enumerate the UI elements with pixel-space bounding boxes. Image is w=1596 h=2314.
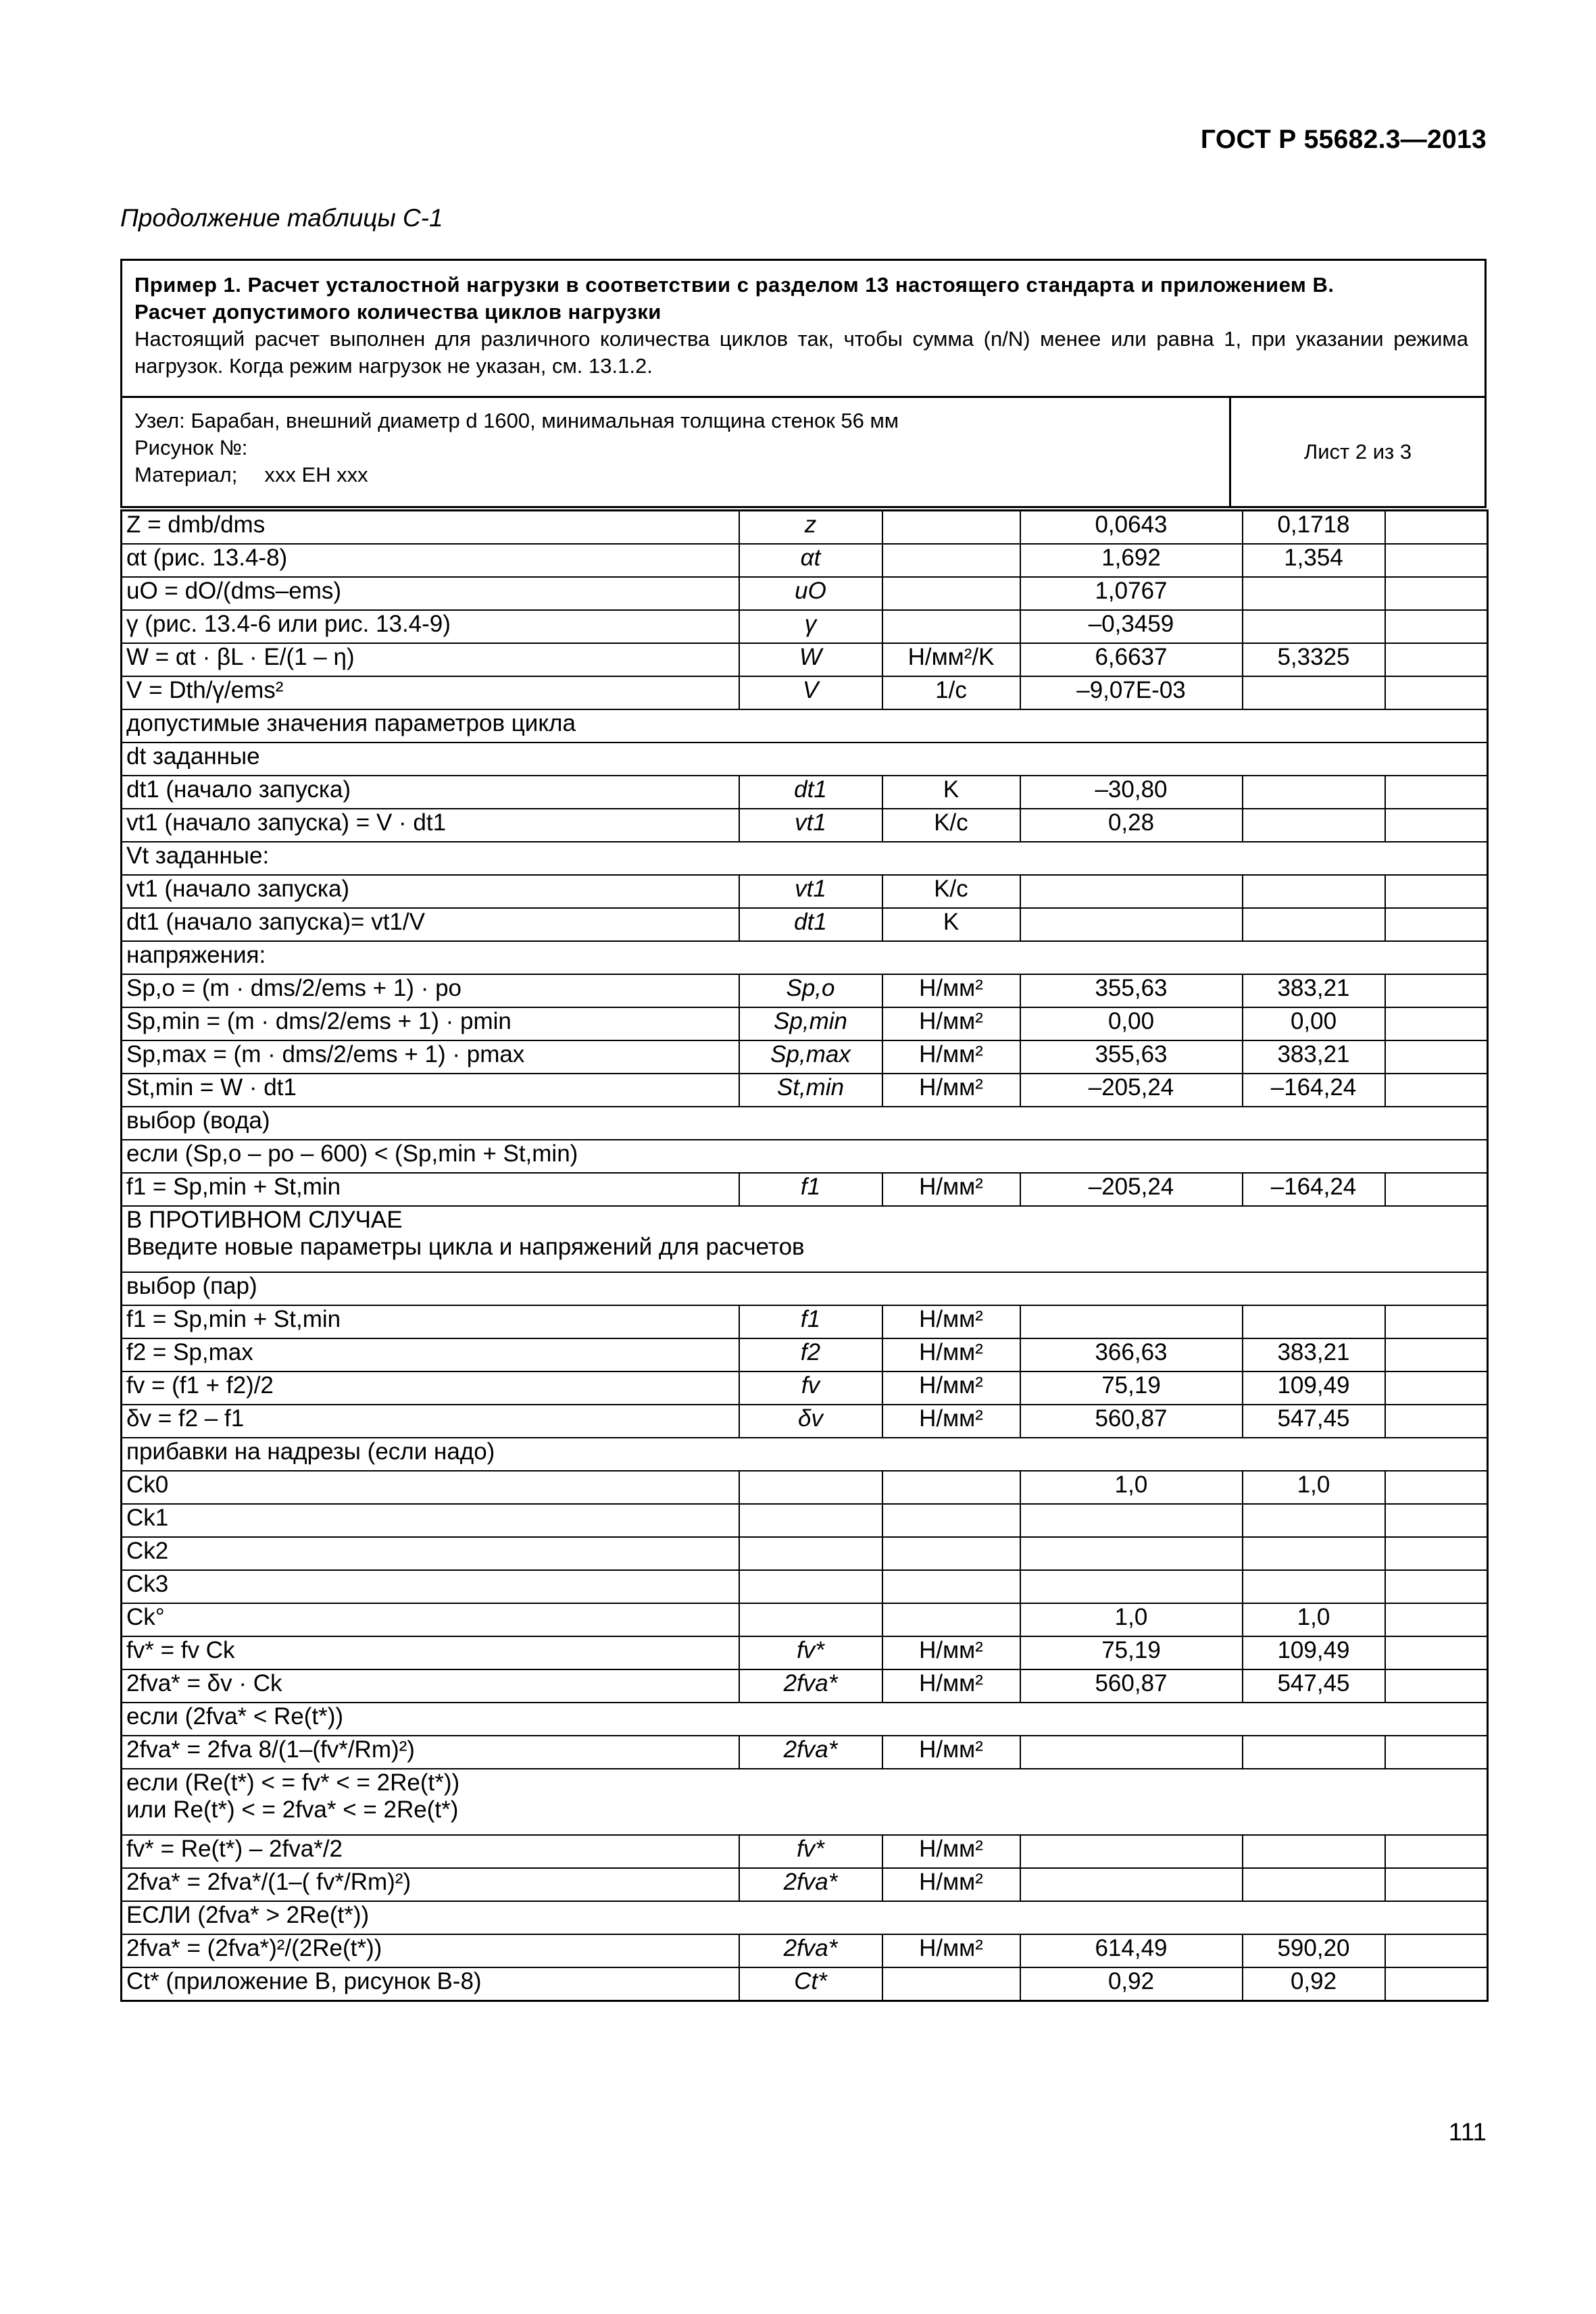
param-unit: K/c (882, 809, 1020, 842)
param-unit: Н/мм² (882, 1372, 1020, 1405)
param-unit: Н/мм² (882, 1173, 1020, 1206)
value-col1: 355,63 (1020, 1040, 1243, 1074)
example-text: Настоящий расчет выполнен для различного количества циклов так, чтобы сумма (n/N) менее или равна 1, при указании режима нагрузок. Когда режим нагрузок не указан, см. 13.1.2. (134, 327, 1468, 378)
value-col1 (1020, 1570, 1243, 1603)
table-row (122, 974, 1488, 1007)
value-col2: 0,00 (1243, 1007, 1385, 1040)
table-row (122, 1736, 1488, 1769)
param-formula: fv* = fv Ck (122, 1636, 739, 1669)
value-col2 (1243, 577, 1385, 610)
param-formula: vt1 (начало запуска) = V · dt1 (122, 809, 739, 842)
value-col2 (1243, 1835, 1385, 1868)
param-formula: fv = (f1 + f2)/2 (122, 1372, 739, 1405)
empty-cell (1385, 1504, 1488, 1537)
table-row (122, 1636, 1488, 1669)
param-unit: K (882, 776, 1020, 809)
param-formula: Ct* (приложение В, рисунок В-8) (122, 1967, 739, 2001)
param-formula: W = αt · βL · E/(1 – η) (122, 643, 739, 676)
value-col2 (1243, 676, 1385, 709)
empty-cell (1385, 974, 1488, 1007)
table-row (122, 577, 1488, 610)
empty-cell (1385, 1603, 1488, 1636)
empty-cell (1385, 676, 1488, 709)
empty-cell (1385, 1372, 1488, 1405)
param-symbol: f1 (739, 1305, 882, 1338)
value-col2: 0,92 (1243, 1967, 1385, 2001)
param-formula: δv = f2 – f1 (122, 1405, 739, 1438)
empty-cell (1385, 776, 1488, 809)
table-row (122, 1537, 1488, 1570)
table-row (122, 1967, 1488, 2001)
param-symbol: 2fva* (739, 1669, 882, 1703)
value-col2: 1,0 (1243, 1471, 1385, 1504)
param-symbol: Sp,min (739, 1007, 882, 1040)
table-row (122, 1305, 1488, 1338)
value-col2: 109,49 (1243, 1372, 1385, 1405)
table-row (122, 511, 1488, 545)
param-symbol: f1 (739, 1173, 882, 1206)
empty-cell (1385, 1636, 1488, 1669)
empty-cell (1385, 908, 1488, 941)
value-col2 (1243, 875, 1385, 908)
empty-cell (1385, 1669, 1488, 1703)
param-formula: f2 = Sp,max (122, 1338, 739, 1372)
param-formula: dt1 (начало запуска)= vt1/V (122, 908, 739, 941)
example-description (122, 261, 1485, 398)
empty-cell (1385, 1934, 1488, 1967)
value-col1: 366,63 (1020, 1338, 1243, 1372)
table-row (122, 776, 1488, 809)
section-label: если (Re(t*) < = fv* < = 2Re(t*)) или Re(t*) < = 2fva* < = 2Re(t*) (122, 1769, 1488, 1835)
value-col1 (1020, 1868, 1243, 1901)
empty-cell (1385, 1736, 1488, 1769)
table-row (122, 1040, 1488, 1074)
table-row (122, 743, 1488, 776)
value-col2: 0,1718 (1243, 511, 1385, 545)
param-unit: Н/мм² (882, 1736, 1020, 1769)
param-formula: dt1 (начало запуска) (122, 776, 739, 809)
sheet-number: Лист 2 из 3 (1303, 440, 1412, 463)
param-unit (882, 610, 1020, 643)
value-col2: 547,45 (1243, 1669, 1385, 1703)
param-formula: Ck1 (122, 1504, 739, 1537)
param-symbol: 2fva* (739, 1868, 882, 1901)
example-title-line2: Расчет допустимого количества циклов нагрузки (134, 300, 662, 324)
table-row (122, 1007, 1488, 1040)
param-formula: fv* = Re(t*) – 2fva*/2 (122, 1835, 739, 1868)
param-unit (882, 1471, 1020, 1504)
standard-number: ГОСТ Р 55682.3—2013 (1200, 125, 1487, 154)
param-formula: 2fva* = (2fva*)²/(2Re(t*)) (122, 1934, 739, 1967)
value-col2 (1243, 1868, 1385, 1901)
value-col1: 75,19 (1020, 1636, 1243, 1669)
empty-cell (1385, 875, 1488, 908)
param-formula: Ck° (122, 1603, 739, 1636)
value-col1: 560,87 (1020, 1669, 1243, 1703)
table-row (122, 676, 1488, 709)
empty-cell (1385, 1405, 1488, 1438)
table-row (122, 1173, 1488, 1206)
value-col1: 75,19 (1020, 1372, 1243, 1405)
param-symbol: Sp,o (739, 974, 882, 1007)
section-label: dt заданные (122, 743, 1488, 776)
section-label: ЕСЛИ (2fva* > 2Re(t*)) (122, 1901, 1488, 1934)
empty-cell (1385, 643, 1488, 676)
table-row (122, 1868, 1488, 1901)
value-col2 (1243, 1570, 1385, 1603)
param-unit: Н/мм² (882, 1636, 1020, 1669)
param-formula: f1 = Sp,min + St,min (122, 1173, 739, 1206)
value-col1: 1,692 (1020, 544, 1243, 577)
param-unit: Н/мм² (882, 1338, 1020, 1372)
param-symbol: fv (739, 1372, 882, 1405)
table-row (122, 908, 1488, 941)
table-row (122, 1504, 1488, 1537)
param-formula: Z = dmb/dms (122, 511, 739, 545)
empty-cell (1385, 1074, 1488, 1107)
param-symbol: vt1 (739, 809, 882, 842)
section-label: если (Sp,o – po – 600) < (Sp,min + St,min) (122, 1140, 1488, 1173)
table-row (122, 1835, 1488, 1868)
node-line: Узел: Барабан, внешний диаметр d 1600, минимальная толщина стенок 56 мм (134, 409, 899, 432)
table-row (122, 941, 1488, 974)
param-symbol: Sp,max (739, 1040, 882, 1074)
table-row (122, 1206, 1488, 1272)
example-title-line1: Пример 1. Расчет усталостной нагрузки в соответствии с разделом 13 настоящего стандарта и приложением В. (134, 273, 1335, 297)
table-row (122, 1272, 1488, 1305)
value-col2 (1243, 1504, 1385, 1537)
empty-cell (1385, 610, 1488, 643)
section-label: прибавки на надрезы (если надо) (122, 1438, 1488, 1471)
value-col1: –205,24 (1020, 1074, 1243, 1107)
param-formula: V = Dth/γ/ems² (122, 676, 739, 709)
param-unit (882, 1603, 1020, 1636)
empty-cell (1385, 511, 1488, 545)
param-unit: Н/мм² (882, 1405, 1020, 1438)
table-row (122, 1140, 1488, 1173)
value-col2: 109,49 (1243, 1636, 1385, 1669)
param-unit (882, 544, 1020, 577)
param-formula: St,min = W · dt1 (122, 1074, 739, 1107)
value-col1: 1,0 (1020, 1471, 1243, 1504)
table-row (122, 1372, 1488, 1405)
param-unit: Н/мм² (882, 1074, 1020, 1107)
param-unit: Н/мм² (882, 1835, 1020, 1868)
param-symbol: z (739, 511, 882, 545)
value-col1: 1,0 (1020, 1603, 1243, 1636)
table-row (122, 1603, 1488, 1636)
empty-cell (1385, 809, 1488, 842)
param-formula: αt (рис. 13.4-8) (122, 544, 739, 577)
param-unit (882, 577, 1020, 610)
empty-cell (1385, 1868, 1488, 1901)
param-symbol (739, 1603, 882, 1636)
param-formula: Ck3 (122, 1570, 739, 1603)
figure-line: Рисунок №: (134, 436, 248, 459)
table-row (122, 1338, 1488, 1372)
value-col1 (1020, 1537, 1243, 1570)
section-label: выбор (пар) (122, 1272, 1488, 1305)
param-symbol: dt1 (739, 776, 882, 809)
empty-cell (1385, 1570, 1488, 1603)
empty-cell (1385, 1537, 1488, 1570)
value-col1: 0,28 (1020, 809, 1243, 842)
param-symbol: Ct* (739, 1967, 882, 2001)
node-details (122, 398, 1231, 506)
param-unit: K/c (882, 875, 1020, 908)
param-unit: Н/мм² (882, 1007, 1020, 1040)
param-symbol: δv (739, 1405, 882, 1438)
param-unit: Н/мм² (882, 1040, 1020, 1074)
value-col2: 383,21 (1243, 974, 1385, 1007)
value-col1 (1020, 1504, 1243, 1537)
param-formula: uO = dO/(dms–ems) (122, 577, 739, 610)
param-formula: 2fva* = 2fva*/(1–( fv*/Rm)²) (122, 1868, 739, 1901)
param-unit: Н/мм² (882, 1934, 1020, 1967)
section-label: напряжения: (122, 941, 1488, 974)
param-symbol: vt1 (739, 875, 882, 908)
value-col2 (1243, 1537, 1385, 1570)
value-col2: 1,0 (1243, 1603, 1385, 1636)
param-formula: Ck2 (122, 1537, 739, 1570)
param-symbol: 2fva* (739, 1934, 882, 1967)
empty-cell (1385, 1007, 1488, 1040)
param-unit: Н/мм² (882, 1868, 1020, 1901)
param-symbol: dt1 (739, 908, 882, 941)
param-unit: 1/с (882, 676, 1020, 709)
value-col1: –0,3459 (1020, 610, 1243, 643)
table-row (122, 1107, 1488, 1140)
param-unit: Н/мм² (882, 1305, 1020, 1338)
empty-cell (1385, 1305, 1488, 1338)
table-row (122, 709, 1488, 743)
param-unit: Н/мм² (882, 1669, 1020, 1703)
value-col1: 0,00 (1020, 1007, 1243, 1040)
param-formula: Sp,o = (m · dms/2/ems + 1) · po (122, 974, 739, 1007)
table-row (122, 1471, 1488, 1504)
param-unit (882, 1967, 1020, 2001)
value-col1 (1020, 908, 1243, 941)
value-col2 (1243, 908, 1385, 941)
empty-cell (1385, 1173, 1488, 1206)
param-unit: K (882, 908, 1020, 941)
value-col1: 355,63 (1020, 974, 1243, 1007)
value-col2 (1243, 1736, 1385, 1769)
table-row (122, 1074, 1488, 1107)
page-number: 111 (1448, 2118, 1487, 2146)
param-symbol: W (739, 643, 882, 676)
param-unit (882, 1570, 1020, 1603)
empty-cell (1385, 1338, 1488, 1372)
param-symbol: uO (739, 577, 882, 610)
param-formula: γ (рис. 13.4-6 или рис. 13.4-9) (122, 610, 739, 643)
table-continuation-caption: Продолжение таблицы С-1 (120, 204, 443, 232)
empty-cell (1385, 1967, 1488, 2001)
value-col1: –9,07E-03 (1020, 676, 1243, 709)
value-col1: –30,80 (1020, 776, 1243, 809)
material-line (134, 461, 1217, 488)
node-info (122, 398, 1485, 506)
section-label: если (2fva* < Re(t*)) (122, 1703, 1488, 1736)
section-label: выбор (вода) (122, 1107, 1488, 1140)
param-symbol (739, 1471, 882, 1504)
param-symbol: γ (739, 610, 882, 643)
value-col2 (1243, 1305, 1385, 1338)
value-col2 (1243, 776, 1385, 809)
value-col2: 590,20 (1243, 1934, 1385, 1967)
empty-cell (1385, 1835, 1488, 1868)
param-formula: Sp,max = (m · dms/2/ems + 1) · pmax (122, 1040, 739, 1074)
example-header-box (120, 259, 1487, 508)
material-value: ххх ЕН ххх (264, 463, 368, 486)
value-col2: 547,45 (1243, 1405, 1385, 1438)
param-unit: Н/мм²/K (882, 643, 1020, 676)
empty-cell (1385, 1040, 1488, 1074)
value-col1: 1,0767 (1020, 577, 1243, 610)
value-col1 (1020, 875, 1243, 908)
empty-cell (1385, 1471, 1488, 1504)
section-label: В ПРОТИВНОМ СЛУЧАЕ Введите новые параметры цикла и напряжений для расчетов (122, 1206, 1488, 1272)
value-col1 (1020, 1736, 1243, 1769)
value-col2: 1,354 (1243, 544, 1385, 577)
param-formula: 2fva* = δv · Ck (122, 1669, 739, 1703)
param-unit (882, 1504, 1020, 1537)
table-row (122, 875, 1488, 908)
param-formula: Sp,min = (m · dms/2/ems + 1) · pmin (122, 1007, 739, 1040)
param-symbol: 2fva* (739, 1736, 882, 1769)
section-label: допустимые значения параметров цикла (122, 709, 1488, 743)
table-row (122, 1934, 1488, 1967)
table-row (122, 544, 1488, 577)
table-row (122, 1703, 1488, 1736)
table-row (122, 842, 1488, 875)
param-symbol (739, 1570, 882, 1603)
empty-cell (1385, 544, 1488, 577)
value-col2: –164,24 (1243, 1074, 1385, 1107)
value-col2: –164,24 (1243, 1173, 1385, 1206)
value-col2 (1243, 809, 1385, 842)
value-col1 (1020, 1835, 1243, 1868)
param-formula: 2fva* = 2fva 8/(1–(fv*/Rm)²) (122, 1736, 739, 1769)
value-col2: 383,21 (1243, 1040, 1385, 1074)
param-formula: f1 = Sp,min + St,min (122, 1305, 739, 1338)
value-col2 (1243, 610, 1385, 643)
value-col1: 0,0643 (1020, 511, 1243, 545)
value-col1: –205,24 (1020, 1173, 1243, 1206)
table-row (122, 1669, 1488, 1703)
param-symbol: αt (739, 544, 882, 577)
param-symbol: f2 (739, 1338, 882, 1372)
value-col2: 383,21 (1243, 1338, 1385, 1372)
param-unit: Н/мм² (882, 974, 1020, 1007)
param-symbol: fv* (739, 1636, 882, 1669)
value-col1: 6,6637 (1020, 643, 1243, 676)
value-col1 (1020, 1305, 1243, 1338)
table-row (122, 643, 1488, 676)
param-formula: vt1 (начало запуска) (122, 875, 739, 908)
table-row (122, 1438, 1488, 1471)
value-col1: 0,92 (1020, 1967, 1243, 2001)
value-col2: 5,3325 (1243, 643, 1385, 676)
section-label: Vt заданные: (122, 842, 1488, 875)
param-formula: Ck0 (122, 1471, 739, 1504)
param-symbol: fv* (739, 1835, 882, 1868)
value-col1: 614,49 (1020, 1934, 1243, 1967)
table-row (122, 1901, 1488, 1934)
calculation-table (120, 509, 1489, 2002)
material-label: Материал; (134, 463, 238, 486)
param-unit (882, 511, 1020, 545)
param-unit (882, 1537, 1020, 1570)
param-symbol (739, 1504, 882, 1537)
param-symbol: St,min (739, 1074, 882, 1107)
table-row (122, 610, 1488, 643)
table-row (122, 1405, 1488, 1438)
param-symbol: V (739, 676, 882, 709)
table-row (122, 1570, 1488, 1603)
param-symbol (739, 1537, 882, 1570)
empty-cell (1385, 577, 1488, 610)
table-row (122, 809, 1488, 842)
value-col1: 560,87 (1020, 1405, 1243, 1438)
table-row (122, 1769, 1488, 1835)
